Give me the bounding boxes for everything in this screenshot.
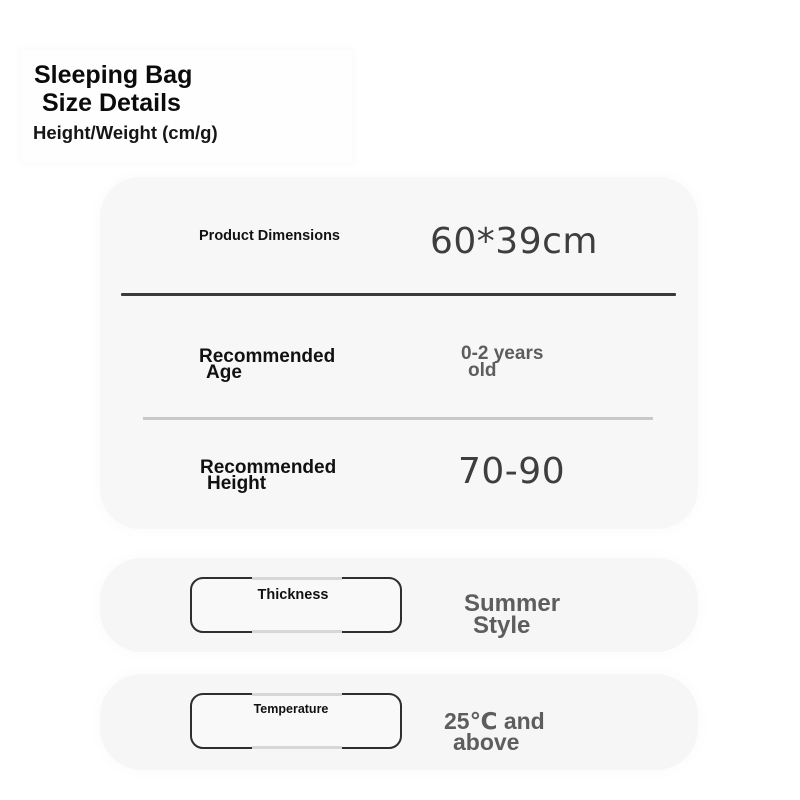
dimensions-value: 60*39cm (430, 221, 598, 262)
divider (143, 417, 653, 420)
height-label (200, 458, 336, 493)
page-subtitle: Height/Weight (cm/g) (33, 122, 218, 143)
dimensions-label: Product Dimensions (199, 228, 340, 244)
temperature-label: Temperature (253, 702, 329, 716)
temperature-value-line2: above (453, 729, 520, 755)
pill-accent (252, 746, 342, 749)
thickness-value (464, 592, 560, 638)
thickness-value-line2: Style (473, 612, 531, 639)
divider (121, 293, 676, 296)
pill-accent (252, 577, 342, 580)
spec-card (100, 177, 698, 529)
temperature-value (444, 710, 545, 754)
pill-accent (252, 630, 342, 633)
height-label-line2: Height (207, 473, 267, 494)
thickness-value-line1: Summer (464, 590, 561, 617)
height-value: 70-90 (458, 451, 566, 492)
age-label-line1: Recommended (199, 346, 336, 367)
thickness-label: Thickness (257, 587, 329, 603)
pill-accent (252, 693, 342, 696)
page-title-line2: Size Details (42, 89, 181, 117)
thickness-pill (190, 577, 402, 633)
age-value-line2: old (468, 360, 497, 381)
age-label-line2: Age (206, 362, 242, 383)
page-title: Sleeping Bag (34, 61, 193, 89)
height-label-line1: Recommended (200, 457, 337, 478)
age-value (461, 344, 543, 380)
temperature-pill (190, 693, 402, 749)
age-value-line1: 0-2 years (461, 343, 544, 364)
temperature-value-line1: 25℃ and (444, 708, 545, 734)
age-label (199, 347, 335, 382)
